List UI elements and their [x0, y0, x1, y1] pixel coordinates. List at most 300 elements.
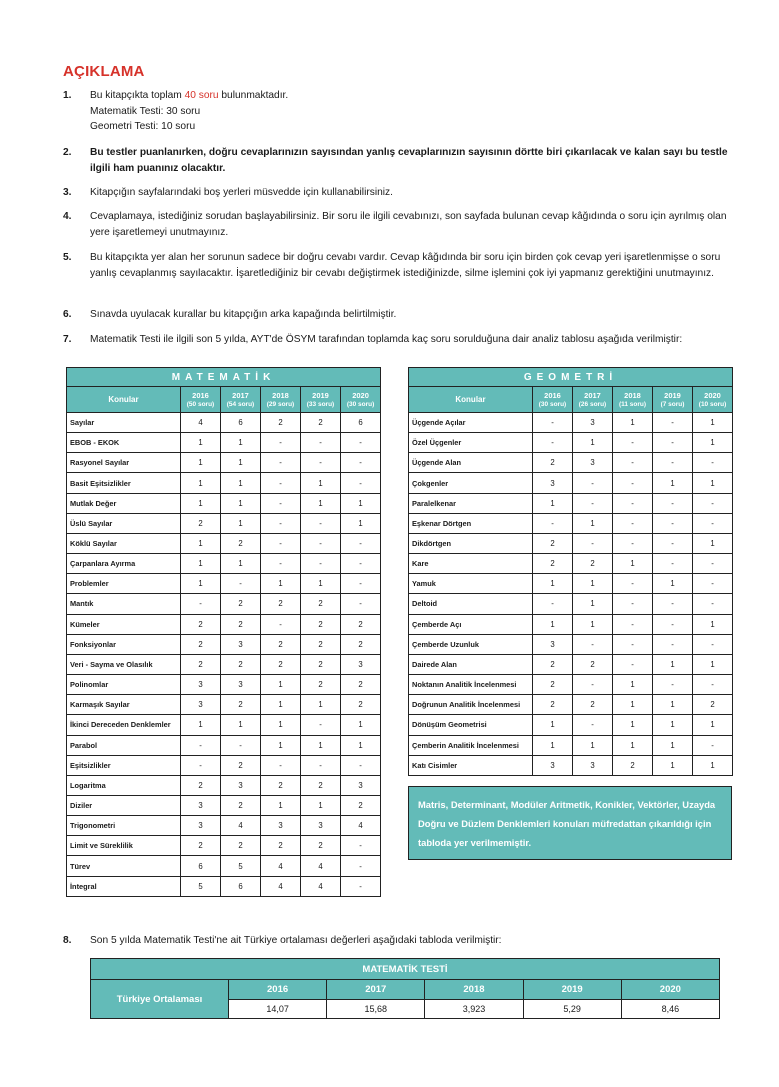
topic-name: Rasyonel Sayılar: [67, 453, 181, 473]
question-count-cell: 3: [181, 795, 221, 815]
topic-name: Eşitsizlikler: [67, 755, 181, 775]
item-text: Geometri Testi: 10 soru: [90, 121, 196, 132]
question-count-cell: 1: [341, 493, 381, 513]
question-count-cell: 2: [221, 836, 261, 856]
question-count-cell: 5: [221, 856, 261, 876]
question-count-cell: 1: [181, 453, 221, 473]
table-row: [409, 433, 733, 453]
question-count-cell: 4: [181, 413, 221, 433]
list-item: [63, 307, 735, 323]
question-count-cell: 1: [653, 574, 693, 594]
question-count-cell: 2: [181, 634, 221, 654]
table-row: [67, 413, 381, 433]
question-count-cell: -: [181, 735, 221, 755]
topic-name: Deltoid: [409, 594, 533, 614]
topic-name: Türev: [67, 856, 181, 876]
turkiye-ortalamasi-table: [90, 958, 720, 1019]
matematik-table: [66, 367, 381, 897]
question-count-cell: 3: [221, 675, 261, 695]
topic-name: İkinci Dereceden Denklemler: [67, 715, 181, 735]
question-count-cell: -: [341, 856, 381, 876]
question-count-cell: -: [573, 493, 613, 513]
table-row: [67, 755, 381, 775]
year-header: 2019 (33 soru): [301, 387, 341, 413]
topic-name: Parabol: [67, 735, 181, 755]
topic-name: Mantık: [67, 594, 181, 614]
question-count-cell: -: [653, 513, 693, 533]
topic-name: Çemberin Analitik İncelenmesi: [409, 735, 533, 755]
topic-name: Özel Üçgenler: [409, 433, 533, 453]
question-count-cell: 1: [181, 473, 221, 493]
table-row: [67, 876, 381, 896]
item-number: 7.: [63, 334, 72, 345]
question-count-cell: 1: [181, 715, 221, 735]
question-count-cell: 1: [261, 795, 301, 815]
question-count-cell: -: [613, 614, 653, 634]
item-number: 6.: [63, 309, 72, 320]
table-row: [409, 715, 733, 735]
ortalama-table-title: MATEMATİK TESTİ: [91, 959, 720, 980]
year-header: 2020 (10 soru): [693, 387, 733, 413]
question-count-cell: -: [653, 533, 693, 553]
question-count-cell: 2: [221, 795, 261, 815]
question-count-cell: -: [573, 675, 613, 695]
topic-name: Problemler: [67, 574, 181, 594]
question-count-cell: 6: [221, 876, 261, 896]
table-row: [67, 594, 381, 614]
table-row: [409, 594, 733, 614]
question-count-cell: 1: [693, 433, 733, 453]
question-count-cell: -: [653, 493, 693, 513]
question-count-cell: 1: [613, 715, 653, 735]
year-header: 2016 (50 soru): [181, 387, 221, 413]
table-row: [67, 554, 381, 574]
item-text: Son 5 yılda Matematik Testi'ne ait Türkiye ortalaması değerleri aşağıdaki tabloda verilmiştir:: [90, 935, 502, 946]
table-row: [409, 413, 733, 433]
table-row: [67, 775, 381, 795]
list-item: [63, 185, 735, 201]
question-count-cell: -: [693, 735, 733, 755]
question-count-cell: -: [613, 594, 653, 614]
question-count-cell: -: [653, 453, 693, 473]
question-count-cell: 2: [301, 775, 341, 795]
question-count-cell: -: [573, 715, 613, 735]
topic-name: Limit ve Süreklilik: [67, 836, 181, 856]
question-count-cell: 1: [573, 433, 613, 453]
table-row: [409, 675, 733, 695]
geometri-table-title: GEOMETRİ: [409, 368, 733, 387]
question-count-cell: 2: [301, 836, 341, 856]
question-count-cell: -: [261, 614, 301, 634]
table-row: [67, 493, 381, 513]
question-count-cell: 1: [221, 453, 261, 473]
table-row: [67, 433, 381, 453]
question-count-cell: -: [181, 755, 221, 775]
topic-name: Karmaşık Sayılar: [67, 695, 181, 715]
question-count-cell: 2: [181, 614, 221, 634]
question-count-cell: -: [301, 453, 341, 473]
question-count-cell: 1: [181, 493, 221, 513]
question-count-cell: 1: [261, 574, 301, 594]
table-row: [409, 574, 733, 594]
question-count-cell: 1: [573, 574, 613, 594]
question-count-cell: 1: [301, 795, 341, 815]
question-count-cell: -: [341, 755, 381, 775]
topic-name: Sayılar: [67, 413, 181, 433]
question-count-cell: -: [613, 473, 653, 493]
question-count-cell: -: [301, 513, 341, 533]
question-count-cell: 4: [301, 876, 341, 896]
item-text: Bu kitapçıkta toplam 40 soru bulunmaktadır.: [90, 90, 289, 101]
question-count-cell: 2: [181, 654, 221, 674]
question-count-cell: 2: [221, 594, 261, 614]
question-count-cell: 1: [573, 735, 613, 755]
table-row: [67, 453, 381, 473]
topic-name: Kümeler: [67, 614, 181, 634]
average-value: 5,29: [523, 1000, 621, 1019]
question-count-cell: 2: [221, 614, 261, 634]
question-count-cell: -: [341, 453, 381, 473]
topic-name: Dönüşüm Geometrisi: [409, 715, 533, 735]
item-text: Kitapçığın sayfalarındaki boş yerleri müsvedde için kullanabilirsiniz.: [90, 187, 393, 198]
question-count-cell: 2: [341, 695, 381, 715]
question-count-cell: -: [221, 735, 261, 755]
topic-name: Üçgende Açılar: [409, 413, 533, 433]
question-count-cell: 1: [221, 715, 261, 735]
question-count-cell: 3: [341, 775, 381, 795]
question-count-cell: 1: [301, 735, 341, 755]
ortalama-row-label: Türkiye Ortalaması: [91, 980, 229, 1019]
question-count-cell: -: [301, 533, 341, 553]
question-count-cell: 2: [261, 775, 301, 795]
list-item: [63, 209, 735, 240]
table-row: [67, 816, 381, 836]
topic-name: Kare: [409, 554, 533, 574]
question-count-cell: -: [221, 574, 261, 594]
question-count-cell: -: [341, 876, 381, 896]
question-count-cell: 3: [301, 816, 341, 836]
question-count-cell: 1: [653, 473, 693, 493]
question-count-cell: -: [341, 554, 381, 574]
year-header: 2016 (30 soru): [533, 387, 573, 413]
question-count-cell: 1: [533, 574, 573, 594]
question-count-cell: -: [261, 453, 301, 473]
table-row: [67, 634, 381, 654]
topic-name: Paralelkenar: [409, 493, 533, 513]
question-count-cell: 2: [301, 413, 341, 433]
question-count-cell: -: [693, 634, 733, 654]
question-count-cell: 1: [301, 493, 341, 513]
question-count-cell: 1: [221, 554, 261, 574]
question-count-cell: 6: [181, 856, 221, 876]
question-count-cell: 2: [613, 755, 653, 775]
table-row: [409, 614, 733, 634]
question-count-cell: -: [613, 634, 653, 654]
year-header: 2020 (30 soru): [341, 387, 381, 413]
question-count-cell: 1: [533, 614, 573, 634]
year-header: 2018 (29 soru): [261, 387, 301, 413]
item-number: 4.: [63, 211, 72, 222]
item-number: 5.: [63, 252, 72, 263]
question-count-cell: -: [341, 594, 381, 614]
question-count-cell: 1: [181, 533, 221, 553]
question-count-cell: 3: [181, 675, 221, 695]
year-header: 2018: [425, 980, 523, 1000]
question-count-cell: -: [653, 413, 693, 433]
question-count-cell: 1: [341, 715, 381, 735]
year-header: 2017: [327, 980, 425, 1000]
question-count-cell: 1: [693, 755, 733, 775]
topic-name: Üçgende Alan: [409, 453, 533, 473]
question-count-cell: -: [261, 554, 301, 574]
question-count-cell: 1: [573, 594, 613, 614]
table-row: [409, 453, 733, 473]
question-count-cell: 2: [533, 675, 573, 695]
question-count-cell: -: [653, 433, 693, 453]
question-count-cell: 1: [573, 513, 613, 533]
question-count-cell: 4: [301, 856, 341, 876]
question-count-cell: 3: [341, 654, 381, 674]
table-row: [67, 654, 381, 674]
question-count-cell: -: [613, 654, 653, 674]
year-header: 2017 (26 soru): [573, 387, 613, 413]
topic-name: Çokgenler: [409, 473, 533, 493]
item-text: Matematik Testi: 30 soru: [90, 105, 201, 117]
question-count-cell: 3: [573, 453, 613, 473]
topic-name: Fonksiyonlar: [67, 634, 181, 654]
question-count-cell: 6: [221, 413, 261, 433]
question-count-cell: 1: [533, 493, 573, 513]
question-count-cell: -: [181, 594, 221, 614]
question-count-cell: -: [341, 473, 381, 493]
question-count-cell: 2: [533, 533, 573, 553]
list-item: [63, 332, 735, 348]
question-count-cell: 1: [613, 675, 653, 695]
question-count-cell: -: [613, 533, 653, 553]
question-count-cell: 2: [573, 695, 613, 715]
question-count-highlight: 40 soru: [184, 90, 219, 101]
question-count-cell: 4: [261, 876, 301, 896]
question-count-cell: 2: [301, 654, 341, 674]
table-row: [409, 533, 733, 553]
topic-name: Polinomlar: [67, 675, 181, 695]
question-count-cell: 3: [221, 775, 261, 795]
topic-name: Yamuk: [409, 574, 533, 594]
question-count-cell: 2: [573, 554, 613, 574]
question-count-cell: -: [693, 675, 733, 695]
question-count-cell: 3: [261, 816, 301, 836]
question-count-cell: 1: [301, 574, 341, 594]
question-count-cell: 1: [221, 433, 261, 453]
konular-header: Konular: [67, 387, 181, 413]
table-row: [67, 856, 381, 876]
item-number: 1.: [63, 90, 72, 101]
table-row: [67, 574, 381, 594]
question-count-cell: 1: [653, 654, 693, 674]
question-count-cell: 2: [533, 654, 573, 674]
table-row: [409, 654, 733, 674]
topic-name: Doğrunun Analitik İncelenmesi: [409, 695, 533, 715]
question-count-cell: 2: [301, 675, 341, 695]
question-count-cell: 1: [181, 574, 221, 594]
question-count-cell: 2: [533, 554, 573, 574]
year-header: 2017 (54 soru): [221, 387, 261, 413]
question-count-cell: 2: [573, 654, 613, 674]
table-row: [67, 836, 381, 856]
question-count-cell: 1: [613, 554, 653, 574]
question-count-cell: 1: [693, 533, 733, 553]
question-count-cell: -: [613, 574, 653, 594]
table-row: [409, 634, 733, 654]
question-count-cell: 1: [573, 614, 613, 634]
question-count-cell: 2: [221, 755, 261, 775]
question-count-cell: -: [613, 453, 653, 473]
question-count-cell: 2: [261, 654, 301, 674]
question-count-cell: 1: [613, 695, 653, 715]
question-count-cell: 1: [693, 413, 733, 433]
topic-name: Üslü Sayılar: [67, 513, 181, 533]
year-header: 2018 (11 soru): [613, 387, 653, 413]
question-count-cell: -: [533, 513, 573, 533]
question-count-cell: 2: [341, 675, 381, 695]
question-count-cell: 1: [693, 614, 733, 634]
list-item: [63, 88, 735, 135]
topic-name: Katı Cisimler: [409, 755, 533, 775]
question-count-cell: -: [693, 554, 733, 574]
table-row: [409, 735, 733, 755]
question-count-cell: -: [613, 513, 653, 533]
question-count-cell: -: [261, 513, 301, 533]
table-row: [409, 755, 733, 775]
question-count-cell: 1: [341, 513, 381, 533]
question-count-cell: 2: [693, 695, 733, 715]
question-count-cell: 2: [181, 836, 221, 856]
question-count-cell: 1: [693, 715, 733, 735]
item-text: Matematik Testi ile ilgili son 5 yılda, AYT'de ÖSYM tarafından toplamda kaç soru sorulduğuna dair analiz tablosu aşağıda verilmiştir:: [90, 334, 683, 345]
question-count-cell: 2: [221, 695, 261, 715]
question-count-cell: 1: [613, 735, 653, 755]
question-count-cell: 1: [693, 473, 733, 493]
question-count-cell: -: [301, 554, 341, 574]
question-count-cell: 1: [181, 554, 221, 574]
question-count-cell: 4: [221, 816, 261, 836]
year-header: 2019: [523, 980, 621, 1000]
question-count-cell: 2: [341, 795, 381, 815]
question-count-cell: 2: [181, 513, 221, 533]
topic-name: Noktanın Analitik İncelenmesi: [409, 675, 533, 695]
question-count-cell: 1: [261, 715, 301, 735]
question-count-cell: -: [301, 755, 341, 775]
question-count-cell: -: [693, 513, 733, 533]
question-count-cell: -: [261, 533, 301, 553]
question-count-cell: 2: [261, 836, 301, 856]
question-count-cell: 3: [533, 473, 573, 493]
topic-name: Eşkenar Dörtgen: [409, 513, 533, 533]
question-count-cell: -: [573, 533, 613, 553]
item-number: 3.: [63, 187, 72, 198]
question-count-cell: 2: [341, 634, 381, 654]
question-count-cell: 2: [181, 775, 221, 795]
question-count-cell: -: [693, 594, 733, 614]
page-title: AÇIKLAMA: [63, 63, 145, 80]
table-row: [409, 473, 733, 493]
question-count-cell: -: [261, 755, 301, 775]
question-count-cell: -: [533, 413, 573, 433]
table-row: [67, 715, 381, 735]
item-number: 8.: [63, 935, 72, 946]
table-row: [409, 554, 733, 574]
item-text: Sınavda uyulacak kurallar bu kitapçığın arka kapağında belirtilmiştir.: [90, 309, 397, 320]
geometri-table: [408, 367, 733, 776]
question-count-cell: 1: [653, 695, 693, 715]
question-count-cell: 1: [653, 755, 693, 775]
question-count-cell: 4: [341, 816, 381, 836]
question-count-cell: 3: [533, 755, 573, 775]
question-count-cell: -: [301, 715, 341, 735]
topic-name: İntegral: [67, 876, 181, 896]
table-row: [409, 493, 733, 513]
matematik-table-body: [67, 413, 381, 897]
question-count-cell: -: [261, 473, 301, 493]
question-count-cell: -: [613, 493, 653, 513]
table-row: [67, 614, 381, 634]
table-row: [409, 695, 733, 715]
average-value: 15,68: [327, 1000, 425, 1019]
question-count-cell: 1: [533, 715, 573, 735]
table-row: [67, 513, 381, 533]
question-count-cell: 2: [533, 695, 573, 715]
question-count-cell: -: [261, 433, 301, 453]
question-count-cell: 1: [221, 493, 261, 513]
question-count-cell: 1: [693, 654, 733, 674]
question-count-cell: 1: [653, 715, 693, 735]
curriculum-note: Matris, Determinant, Modüler Aritmetik, Konikler, Vektörler, Uzayda Doğru ve Düzlem Denklemleri konuları müfredattan çıkarıldığı için tabloda yer verilmemiştir.: [408, 786, 732, 860]
question-count-cell: 5: [181, 876, 221, 896]
question-count-cell: 1: [533, 735, 573, 755]
table-row: [67, 695, 381, 715]
topic-name: Dikdörtgen: [409, 533, 533, 553]
question-count-cell: -: [261, 493, 301, 513]
topic-name: Trigonometri: [67, 816, 181, 836]
question-count-cell: 1: [301, 695, 341, 715]
question-count-cell: -: [653, 634, 693, 654]
question-count-cell: 2: [301, 614, 341, 634]
geometri-table-body: [409, 413, 733, 776]
question-count-cell: -: [693, 493, 733, 513]
question-count-cell: -: [573, 473, 613, 493]
question-count-cell: 3: [573, 413, 613, 433]
question-count-cell: 3: [181, 695, 221, 715]
topic-name: Diziler: [67, 795, 181, 815]
question-count-cell: 1: [221, 473, 261, 493]
question-count-cell: -: [653, 594, 693, 614]
topic-name: Çemberde Açı: [409, 614, 533, 634]
item-text: Cevaplamaya, istediğiniz sorudan başlayabilirsiniz. Bir soru ile ilgili cevabınızı, son sayfada bulunan cevap kâğıdında o soru için ayrılmış olan yere işaretlemeyi unutmayınız.: [90, 211, 727, 238]
topic-name: Çemberde Uzunluk: [409, 634, 533, 654]
question-count-cell: 2: [221, 654, 261, 674]
item-number: 2.: [63, 147, 72, 158]
question-count-cell: -: [341, 433, 381, 453]
question-count-cell: -: [653, 614, 693, 634]
question-count-cell: -: [341, 533, 381, 553]
question-count-cell: 3: [533, 634, 573, 654]
item-text: Bu kitapçıkta yer alan her sorunun sadece bir doğru cevabı vardır. Cevap kâğıdında bir soru için birden çok cevap yeri işaretlenmişse o soru yanlış cevaplanmış sayılacaktır. İşaretlediğiniz bir cevabı değiştirmek istediğinizde, silme işlemini çok iyi yapmanız gerektiğini unutmayınız.: [90, 252, 721, 279]
question-count-cell: 1: [341, 735, 381, 755]
list-item: [63, 250, 735, 281]
question-count-cell: 2: [261, 594, 301, 614]
question-count-cell: 3: [221, 634, 261, 654]
question-count-cell: 1: [181, 433, 221, 453]
